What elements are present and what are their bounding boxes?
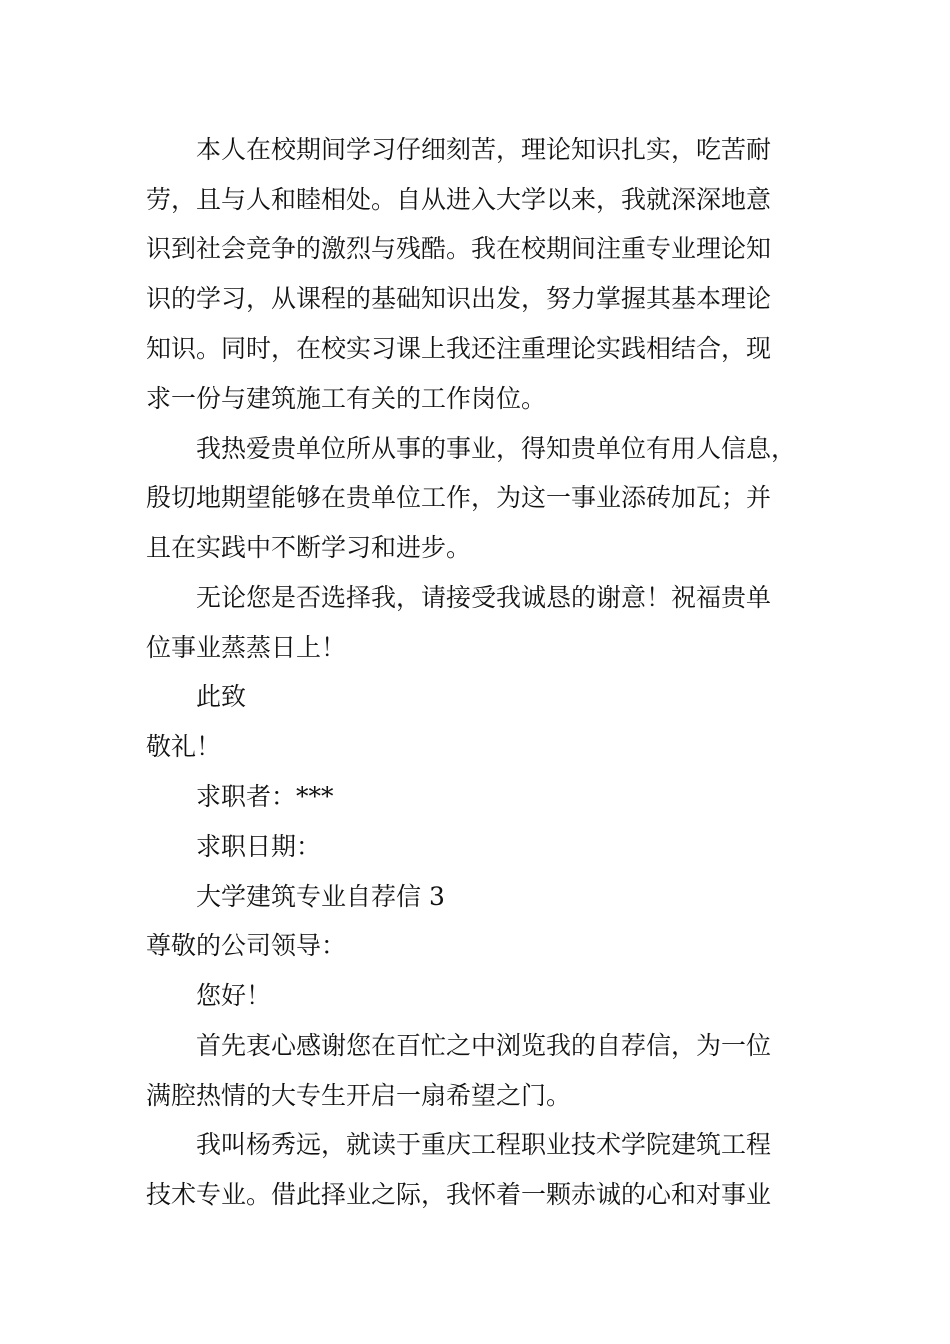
letter-heading: 大学建筑专业自荐信 3 (196, 882, 445, 911)
application-date: 求职日期： (196, 832, 322, 861)
applicant-name: 求职者：*** (196, 782, 334, 811)
paragraph-line: 求一份与建筑施工有关的工作岗位。 (146, 384, 547, 413)
paragraph-line: 我叫杨秀远，就读于重庆工程职业技术学院建筑工程 (196, 1130, 772, 1159)
paragraph-line: 首先衷心感谢您在百忙之中浏览我的自荐信，为一位 (196, 1031, 772, 1060)
paragraph-line: 位事业蒸蒸日上！ (146, 633, 347, 662)
paragraph-line: 识到社会竞争的激烈与残酷。我在校期间注重专业理论知 (146, 234, 772, 263)
paragraph-line: 本人在校期间学习仔细刻苦，理论知识扎实，吃苦耐 (196, 135, 772, 164)
closing-regards: 敬礼！ (146, 732, 222, 761)
letter-greeting: 尊敬的公司领导： (146, 931, 347, 960)
paragraph-line: 技术专业。借此择业之际，我怀着一颗赤诚的心和对事业 (146, 1180, 772, 1209)
letter-hello: 您好！ (196, 981, 272, 1010)
paragraph-line: 且在实践中不断学习和进步。 (146, 533, 472, 562)
paragraph-line: 知识。同时，在校实习课上我还注重理论实践相结合，现 (146, 334, 772, 363)
paragraph-line: 识的学习，从课程的基础知识出发，努力掌握其基本理论 (146, 284, 772, 313)
paragraph-line: 满腔热情的大专生开启一扇希望之门。 (146, 1081, 572, 1110)
closing-salutation: 此致 (196, 682, 247, 711)
paragraph-line: 殷切地期望能够在贵单位工作，为这一事业添砖加瓦；并 (146, 483, 772, 512)
paragraph-line: 无论您是否选择我，请接受我诚恳的谢意！祝福贵单 (196, 583, 772, 612)
paragraph-line: 我热爱贵单位所从事的事业，得知贵单位有用人信息， (196, 434, 797, 463)
paragraph-line: 劳，且与人和睦相处。自从进入大学以来，我就深深地意 (146, 185, 772, 214)
